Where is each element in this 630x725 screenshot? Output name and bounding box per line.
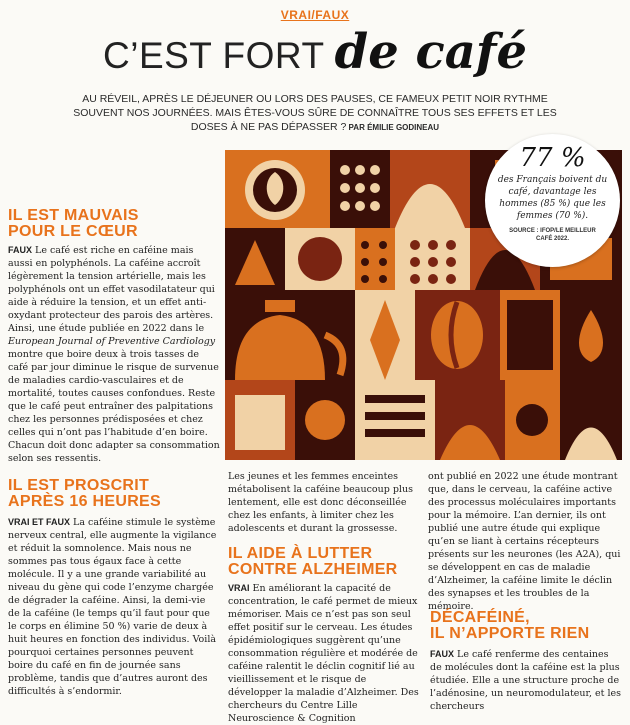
stat-value: 77 % (519, 143, 586, 173)
heading-line-2: CONTRE ALZHEIMER (228, 561, 398, 578)
heading-line-1: IL EST PROSCRIT (8, 477, 150, 494)
verdict-label: FAUX (430, 649, 455, 659)
section-16h-body (8, 516, 220, 698)
section-alzheimer-body (228, 582, 420, 725)
verdict-label: VRAI (228, 583, 250, 593)
intro-paragraph (60, 92, 570, 135)
section-16h-heading (8, 478, 218, 510)
page-title (0, 24, 630, 80)
section-heart-body (8, 244, 220, 465)
body-text: Le café renferme des centaines de molécules dont la caféine est la plus étudiée. Elle a une structure proche de l’adénosine, un neuromodulateur, et les chercheurs (430, 649, 622, 712)
middle-column-text: Les jeunes et les femmes enceintes métabolisent la caféine beaucoup plus lentement, elle est donc déconseillée chez les enfants, à limiter chez les adolescents et durant la grossesse. (228, 471, 413, 534)
stat-circle (485, 134, 620, 267)
section-decaf-heading (430, 610, 625, 642)
body-text: La caféine stimule le système nerveux central, elle augmente la vigilance et réduit la somnolence. Mais nous ne sommes pas tous égaux face à cette molécule. Il y a une grande variabilité au niveau du gène qui code l’enzyme chargée de dégrader la caféine. Ainsi, la demi-vie de la caféine (le temps qu’il faut pour que le corps en élimine 50 %) varie de deux à huit heures en fonction des individus. Voilà pourquoi certaines personnes peuvent boire du café en fin de journée sans problème, tandis que d’autres auront des difficultés à s’endormir. (8, 517, 217, 697)
stat-text: des Français boivent du café, davantage les hommes (85 %) que les femmes (70 %). (497, 175, 608, 221)
body-text: Le café est riche en caféine mais aussi en polyphénols. La caféine accroît légèrement la tension artérielle, mais les polyphénols ont un effet vasodilatateur qui aide à réduire la tension, et un effet anti-oxydant protecteur des parois des artères. Ainsi, une étude publiée en 2022 dans le (8, 245, 215, 334)
verdict-label: VRAI ET FAUX (8, 517, 71, 527)
stat-source: SOURCE : IFOP/LE MEILLEUR CAFÉ 2022. (509, 228, 596, 242)
title-part-sans: C’EST FORT (103, 35, 335, 76)
section-alzheimer-heading (228, 546, 423, 578)
body-text: En améliorant la capacité de concentration, le café permet de mieux mémoriser. Mais ce n’est pas son seul effet positif sur le cerveau. Les études épidémiologiques suggèrent qu’une consommation régulière et modérée de caféine ralentit le déclin cognitif lié au vieillissement et le risque de développer la maladie d’Alzheimer. Des chercheurs du Centre Lille Neuroscience & Cognition (228, 583, 419, 724)
section-heart-heading (8, 208, 218, 240)
byline: PAR ÉMILIE GODINEAU (346, 123, 440, 132)
journal-name: European Journal of Preventive Cardiology (8, 336, 216, 347)
section-decaf-body (430, 648, 623, 713)
heading-line-1: DÉCAFÉINÉ, (430, 609, 530, 626)
kicker-label: VRAI/FAUX (280, 8, 350, 22)
right-column-text: ont publié en 2022 une étude montrant que, dans le cerveau, la caféine active des processus moléculaires importants pour la mémoire. L’an dernier, ils ont publié une autre étude qui explique qu’en se liant à certains récepteurs présents sur les neurones (les A2A), qui se développent en cas de maladie d’Alzheimer, la caféine limite le déclin des synapses et les troubles de la mémoire. (428, 471, 621, 612)
heading-line-1: IL EST MAUVAIS (8, 207, 139, 224)
verdict-label: FAUX (8, 245, 33, 255)
heading-line-2: POUR LE CŒUR (8, 223, 138, 240)
body-text: montre que boire deux à trois tasses de café par jour diminue le risque de survenue de maladies cardio-vasculaires et de mortalité, toutes causes confondues. Reste que le café peut entraîner des palpitations chez les personnes prédisposées et chez celles qui n’ont pas l’habitude d’en boire. Chacun doit donc adapter sa consommation selon ses ressentis. (8, 349, 220, 464)
intro-text: AU RÉVEIL, APRÈS LE DÉJEUNER OU LORS DES PAUSES, CE FAMEUX PETIT NOIR RYTHME SOUVENT NOS JOURNÉES. MAIS ÊTES-VOUS SÛRE DE CONNAÎTRE TOUS SES EFFETS ET LES DOSES À NE PAS DÉPASSER ? (73, 93, 557, 133)
heading-line-2: APRÈS 16 HEURES (8, 493, 161, 510)
heading-line-2: IL N’APPORTE RIEN (430, 625, 590, 642)
title-part-script: de café (334, 24, 527, 80)
heading-line-1: IL AIDE À LUTTER (228, 545, 373, 562)
